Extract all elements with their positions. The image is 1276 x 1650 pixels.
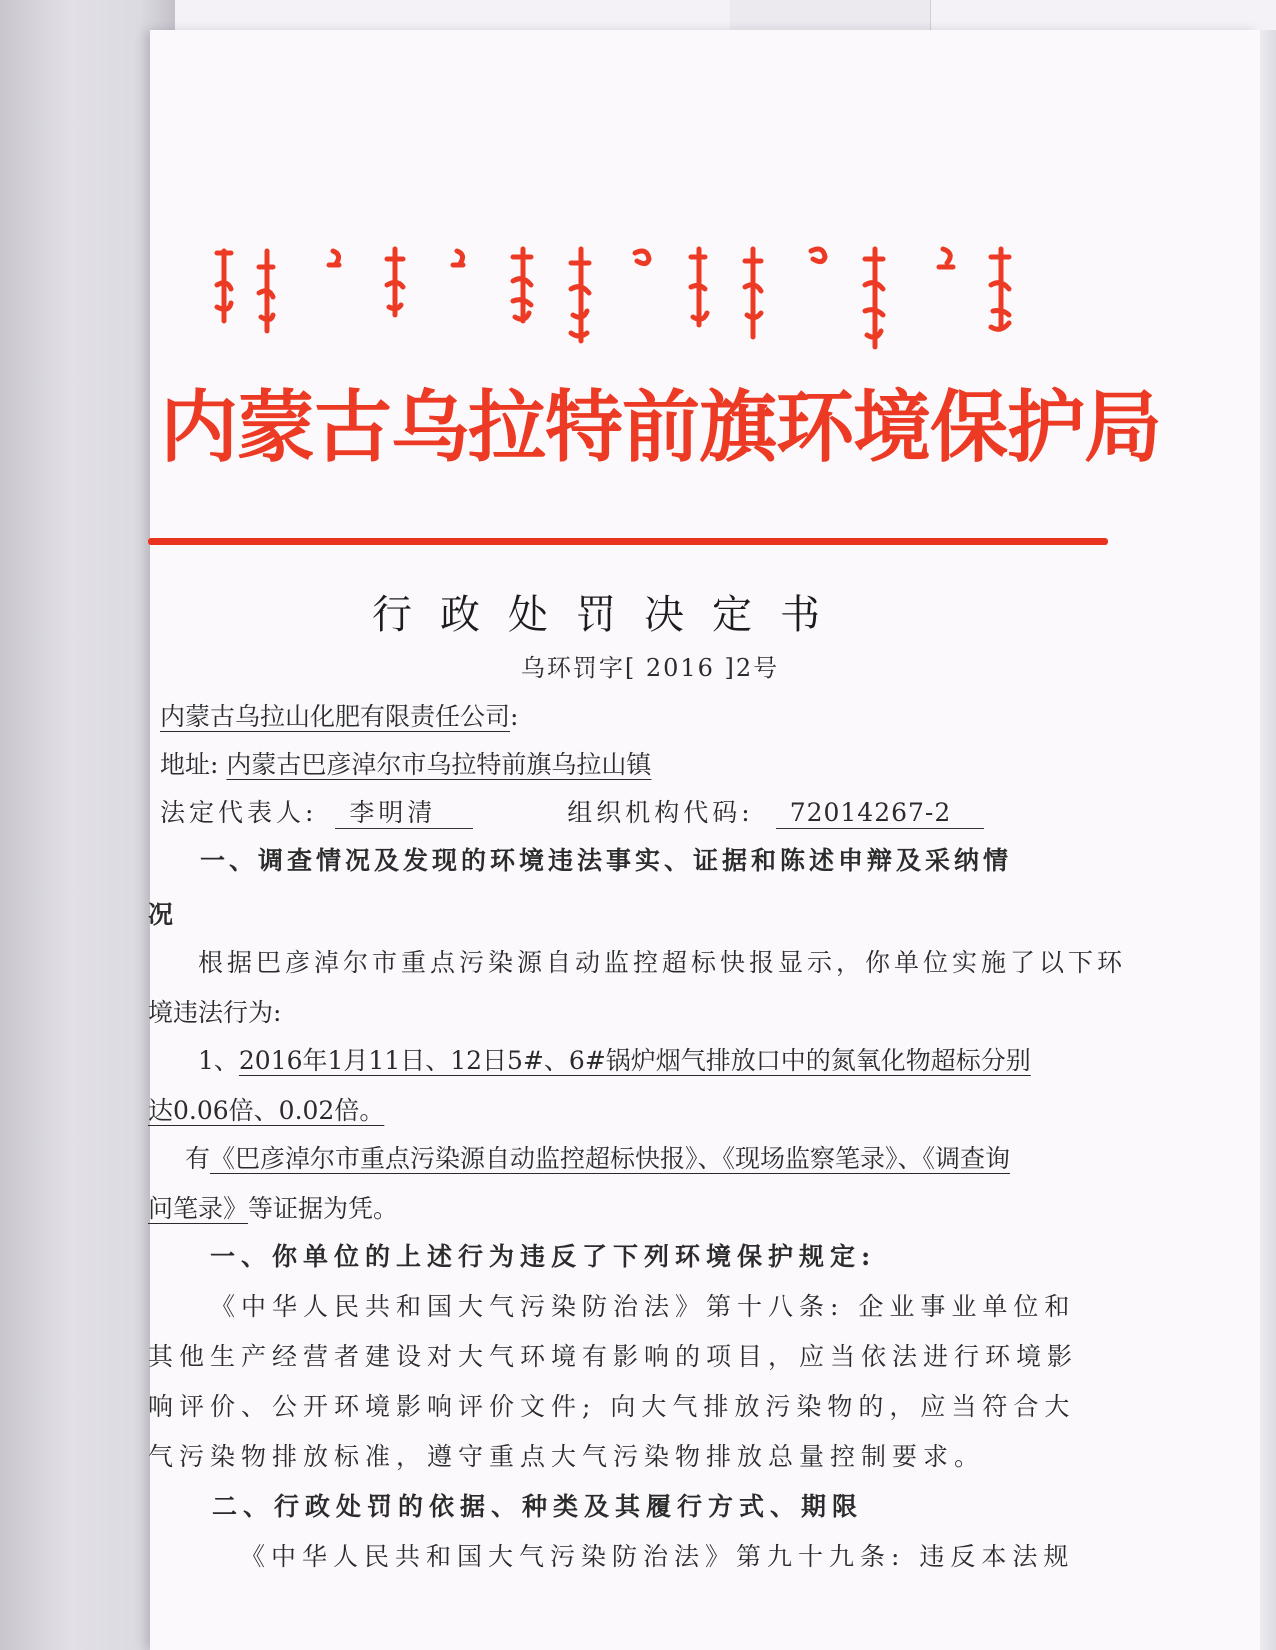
evidence-prefix: 有 — [185, 1144, 211, 1173]
violation-item-1 — [198, 1044, 1158, 1078]
party-name-line — [160, 700, 1120, 734]
violation-item-1-cont — [148, 1094, 1108, 1128]
org-code-label: 组织机构代码: — [567, 798, 754, 827]
section2-para-3: 响评价、公开环境影响评价文件; 向大气排放污染物的，应当符合大 — [148, 1392, 1076, 1421]
scan-underlying-sheet — [730, 0, 931, 32]
party-name: 内蒙古乌拉山化肥有限责任公司 — [160, 702, 511, 731]
party-address-line — [160, 748, 1120, 782]
section1-intro-cont: 境违法行为: — [148, 998, 282, 1027]
section3-para-1: 《中华人民共和国大气污染防治法》第九十九条: 违反本法规 — [240, 1542, 1075, 1571]
section1-intro: 根据巴彦淖尔市重点污染源自动监控超标快报显示，你单位实施了以下环 — [198, 948, 1127, 977]
party-rep-line — [160, 796, 1120, 830]
scan-page-edge — [1260, 30, 1276, 1650]
address-value: 内蒙古巴彦淖尔市乌拉特前旗乌拉山镇 — [226, 750, 652, 779]
rep-value: 李明清 — [335, 798, 473, 829]
document-title: 行政处罚决定书 — [372, 592, 848, 638]
rep-label: 法定代表人: — [160, 798, 318, 827]
mongolian-letterhead — [205, 245, 1085, 355]
section2-para-4: 气污染物排放标准，遵守重点大气污染物排放总量控制要求。 — [148, 1442, 986, 1471]
section3-heading: 二、行政处罚的依据、种类及其履行方式、期限 — [212, 1492, 864, 1521]
evidence-line — [185, 1142, 1145, 1176]
evidence-line-cont — [148, 1192, 1108, 1226]
evidence-list-cont: 问笔录》 — [148, 1194, 249, 1223]
bureau-name: 内蒙古乌拉特前旗环境保护局 — [160, 383, 1162, 473]
evidence-list: 《巴彦淖尔市重点污染源自动监控超标快报》、《现场监察笔录》、《调查询 — [210, 1144, 1011, 1173]
item1-prefix: 1、 — [198, 1046, 239, 1075]
document-number: 乌环罚字[ 2016 ]2号 — [520, 654, 780, 682]
mongolian-script-graphic — [205, 245, 1085, 355]
item1-text: 2016年1月11日、12日5#、6#锅炉烟气排放口中的氮氧化物超标分别 — [238, 1046, 1031, 1075]
section2-para-2: 其他生产经营者建设对大气环境有影响的项目，应当依法进行环境影 — [148, 1342, 1079, 1371]
item1-text-cont: 达0.06倍、0.02倍。 — [148, 1096, 385, 1125]
party-name-suffix: : — [510, 702, 519, 731]
evidence-suffix: 等证据为凭。 — [248, 1194, 399, 1223]
section2-heading: 一、你单位的上述行为违反了下列环境保护规定: — [210, 1242, 877, 1271]
section1-heading: 一、调查情况及发现的环境违法事实、证据和陈述申辩及采纳情 — [200, 846, 1013, 875]
section1-heading-cont: 况 — [148, 900, 174, 929]
org-code-value: 72014267-2 — [776, 798, 984, 829]
section2-para-1: 《中华人民共和国大气污染防治法》第十八条: 企业事业单位和 — [210, 1292, 1076, 1321]
address-label: 地址: — [160, 750, 219, 779]
letterhead-red-rule — [148, 538, 1108, 545]
